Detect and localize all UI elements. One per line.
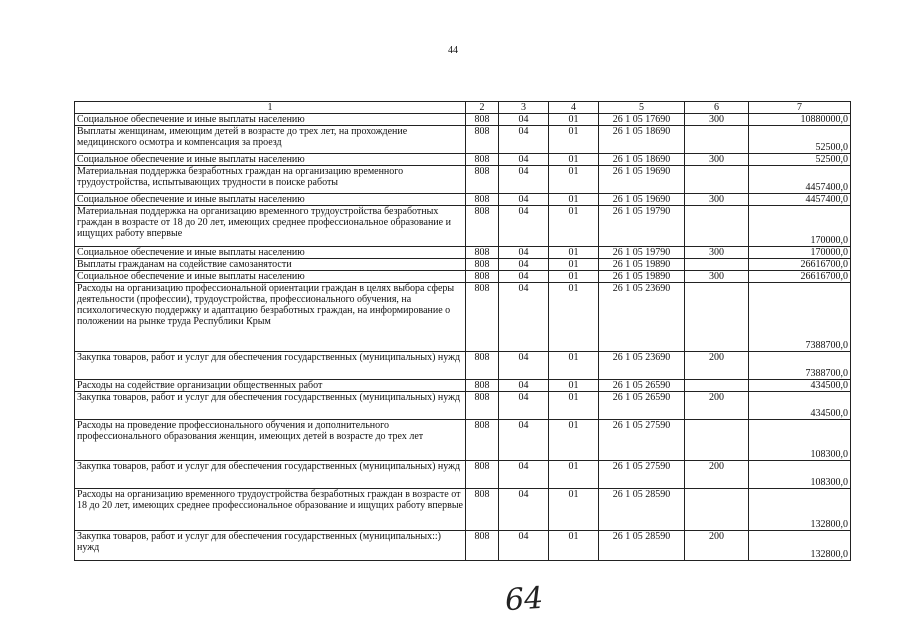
- row-section-cell: 04: [499, 380, 549, 392]
- row-amount-cell: 26616700,0: [749, 271, 851, 283]
- row-name-cell: Социальное обеспечение и иные выплаты населению: [75, 194, 466, 206]
- row-name-cell: Выплаты женщинам, имеющим детей в возрасте до трех лет, на прохождение медицинского осмотра и компенсация за проезд: [75, 126, 466, 154]
- row-subsection-cell: 01: [549, 420, 599, 461]
- row-type-cell: 300: [685, 271, 749, 283]
- header-cell: 6: [685, 102, 749, 114]
- table-row: [75, 531, 851, 561]
- row-subsection-cell: 01: [549, 283, 599, 352]
- row-name-cell: Закупка товаров, работ и услуг для обеспечения государственных (муниципальных::) нужд: [75, 531, 466, 561]
- row-subsection-cell: 01: [549, 259, 599, 271]
- row-name-cell: Закупка товаров, работ и услуг для обеспечения государственных (муниципальных) нужд: [75, 352, 466, 380]
- row-target-cell: 26 1 05 27590: [599, 461, 685, 489]
- row-subsection-cell: 01: [549, 154, 599, 166]
- row-target-cell: 26 1 05 23690: [599, 352, 685, 380]
- row-subsection-cell: 01: [549, 531, 599, 561]
- row-subsection-cell: 01: [549, 489, 599, 531]
- row-target-cell: 26 1 05 26590: [599, 392, 685, 420]
- row-target-cell: 26 1 05 28590: [599, 489, 685, 531]
- row-section-cell: 04: [499, 126, 549, 154]
- row-subsection-cell: 01: [549, 247, 599, 259]
- table-row: [75, 283, 851, 352]
- row-type-cell: [685, 489, 749, 531]
- row-section-cell: 04: [499, 114, 549, 126]
- row-name-cell: Закупка товаров, работ и услуг для обеспечения государственных (муниципальных) нужд: [75, 392, 466, 420]
- table-row: [75, 166, 851, 194]
- row-section-cell: 04: [499, 420, 549, 461]
- table-row: [75, 194, 851, 206]
- row-section-cell: 04: [499, 283, 549, 352]
- row-name-cell: Материальная поддержка безработных граждан на организацию временного трудоустройства, испытывающих трудности в поиске работы: [75, 166, 466, 194]
- row-type-cell: [685, 420, 749, 461]
- row-section-cell: 04: [499, 206, 549, 247]
- budget-table: [74, 101, 851, 561]
- row-code-cell: 808: [466, 420, 499, 461]
- row-subsection-cell: 01: [549, 194, 599, 206]
- row-target-cell: 26 1 05 27590: [599, 420, 685, 461]
- row-name-cell: Социальное обеспечение и иные выплаты населению: [75, 154, 466, 166]
- row-type-cell: [685, 283, 749, 352]
- row-type-cell: [685, 206, 749, 247]
- row-code-cell: 808: [466, 531, 499, 561]
- row-section-cell: 04: [499, 259, 549, 271]
- table-row: [75, 380, 851, 392]
- row-subsection-cell: 01: [549, 392, 599, 420]
- row-target-cell: 26 1 05 19890: [599, 259, 685, 271]
- row-amount-cell: 10880000,0: [749, 114, 851, 126]
- row-amount-cell: 4457400,0: [749, 194, 851, 206]
- row-code-cell: 808: [466, 283, 499, 352]
- row-section-cell: 04: [499, 166, 549, 194]
- header-cell: 2: [466, 102, 499, 114]
- row-type-cell: 300: [685, 114, 749, 126]
- table-body: [75, 102, 851, 561]
- row-target-cell: 26 1 05 28590: [599, 531, 685, 561]
- header-cell: 3: [499, 102, 549, 114]
- row-code-cell: 808: [466, 489, 499, 531]
- row-amount-cell: 132800,0: [749, 489, 851, 531]
- row-code-cell: 808: [466, 126, 499, 154]
- row-amount-cell: 7388700,0: [749, 352, 851, 380]
- row-target-cell: 26 1 05 19690: [599, 166, 685, 194]
- row-type-cell: 300: [685, 194, 749, 206]
- row-name-cell: Расходы на организацию профессиональной ориентации граждан в целях выбора сферы деятельности (профессии), трудоустройства, профессионального обучения, на психологическую поддержку и адаптацию безработных граждан, на информирование о положении на рынке труда Республики Крым: [75, 283, 466, 352]
- row-target-cell: 26 1 05 26590: [599, 380, 685, 392]
- row-name-cell: Закупка товаров, работ и услуг для обеспечения государственных (муниципальных) нужд: [75, 461, 466, 489]
- row-subsection-cell: 01: [549, 271, 599, 283]
- row-type-cell: 200: [685, 392, 749, 420]
- row-code-cell: 808: [466, 247, 499, 259]
- table-row: [75, 259, 851, 271]
- table-row: [75, 420, 851, 461]
- row-target-cell: 26 1 05 19790: [599, 247, 685, 259]
- row-section-cell: 04: [499, 154, 549, 166]
- row-code-cell: 808: [466, 194, 499, 206]
- row-section-cell: 04: [499, 531, 549, 561]
- row-amount-cell: 108300,0: [749, 420, 851, 461]
- row-target-cell: 26 1 05 23690: [599, 283, 685, 352]
- row-section-cell: 04: [499, 271, 549, 283]
- row-code-cell: 808: [466, 166, 499, 194]
- row-type-cell: [685, 259, 749, 271]
- row-type-cell: [685, 380, 749, 392]
- row-type-cell: 200: [685, 531, 749, 561]
- header-cell: 1: [75, 102, 466, 114]
- row-amount-cell: 26616700,0: [749, 259, 851, 271]
- row-subsection-cell: 01: [549, 461, 599, 489]
- row-section-cell: 04: [499, 489, 549, 531]
- row-code-cell: 808: [466, 206, 499, 247]
- row-amount-cell: 132800,0: [749, 531, 851, 561]
- row-code-cell: 808: [466, 352, 499, 380]
- row-amount-cell: 434500,0: [749, 392, 851, 420]
- row-code-cell: 808: [466, 114, 499, 126]
- row-section-cell: 04: [499, 392, 549, 420]
- row-code-cell: 808: [466, 259, 499, 271]
- page-number: 44: [448, 45, 458, 56]
- row-name-cell: Социальное обеспечение и иные выплаты населению: [75, 271, 466, 283]
- table-row: [75, 154, 851, 166]
- header-cell: 4: [549, 102, 599, 114]
- row-target-cell: 26 1 05 19690: [599, 194, 685, 206]
- row-type-cell: 300: [685, 154, 749, 166]
- row-code-cell: 808: [466, 392, 499, 420]
- row-type-cell: [685, 166, 749, 194]
- row-section-cell: 04: [499, 352, 549, 380]
- row-code-cell: 808: [466, 154, 499, 166]
- row-code-cell: 808: [466, 380, 499, 392]
- row-amount-cell: 52500,0: [749, 154, 851, 166]
- row-name-cell: Расходы на проведение профессионального обучения и дополнительного профессионального образования женщин, имеющих детей в возрасте до трех лет: [75, 420, 466, 461]
- row-subsection-cell: 01: [549, 166, 599, 194]
- row-amount-cell: 52500,0: [749, 126, 851, 154]
- row-type-cell: 200: [685, 352, 749, 380]
- row-code-cell: 808: [466, 271, 499, 283]
- row-target-cell: 26 1 05 19790: [599, 206, 685, 247]
- table-row: [75, 247, 851, 259]
- row-subsection-cell: 01: [549, 352, 599, 380]
- row-amount-cell: 170000,0: [749, 247, 851, 259]
- row-section-cell: 04: [499, 461, 549, 489]
- row-name-cell: Выплаты гражданам на содействие самозанятости: [75, 259, 466, 271]
- row-name-cell: Материальная поддержка на организацию временного трудоустройства безработных граждан в возрасте от 18 до 20 лет, имеющих среднее профессиональное образование и ищущих работу впервые: [75, 206, 466, 247]
- table-row: [75, 114, 851, 126]
- row-section-cell: 04: [499, 247, 549, 259]
- row-target-cell: 26 1 05 17690: [599, 114, 685, 126]
- row-code-cell: 808: [466, 461, 499, 489]
- table-row: [75, 352, 851, 380]
- row-name-cell: Социальное обеспечение и иные выплаты населению: [75, 114, 466, 126]
- table-row: [75, 489, 851, 531]
- row-subsection-cell: 01: [549, 126, 599, 154]
- row-target-cell: 26 1 05 18690: [599, 154, 685, 166]
- table-row: [75, 461, 851, 489]
- row-subsection-cell: 01: [549, 206, 599, 247]
- row-amount-cell: 108300,0: [749, 461, 851, 489]
- row-target-cell: 26 1 05 19890: [599, 271, 685, 283]
- header-cell: 7: [749, 102, 851, 114]
- table-row: [75, 392, 851, 420]
- row-amount-cell: 170000,0: [749, 206, 851, 247]
- row-amount-cell: 434500,0: [749, 380, 851, 392]
- table-row: [75, 271, 851, 283]
- table-header-row: [75, 102, 851, 114]
- table-row: [75, 126, 851, 154]
- row-name-cell: Социальное обеспечение и иные выплаты населению: [75, 247, 466, 259]
- handwritten-page-mark: 64: [503, 580, 545, 619]
- row-subsection-cell: 01: [549, 380, 599, 392]
- row-name-cell: Расходы на содействие организации общественных работ: [75, 380, 466, 392]
- row-amount-cell: 4457400,0: [749, 166, 851, 194]
- row-name-cell: Расходы на организацию временного трудоустройства безработных граждан в возрасте от 18 до 20 лет, имеющих среднее профессиональное образование и ищущих работу впервые: [75, 489, 466, 531]
- row-target-cell: 26 1 05 18690: [599, 126, 685, 154]
- row-amount-cell: 7388700,0: [749, 283, 851, 352]
- row-section-cell: 04: [499, 194, 549, 206]
- row-type-cell: 200: [685, 461, 749, 489]
- row-type-cell: 300: [685, 247, 749, 259]
- table-row: [75, 206, 851, 247]
- row-subsection-cell: 01: [549, 114, 599, 126]
- header-cell: 5: [599, 102, 685, 114]
- row-type-cell: [685, 126, 749, 154]
